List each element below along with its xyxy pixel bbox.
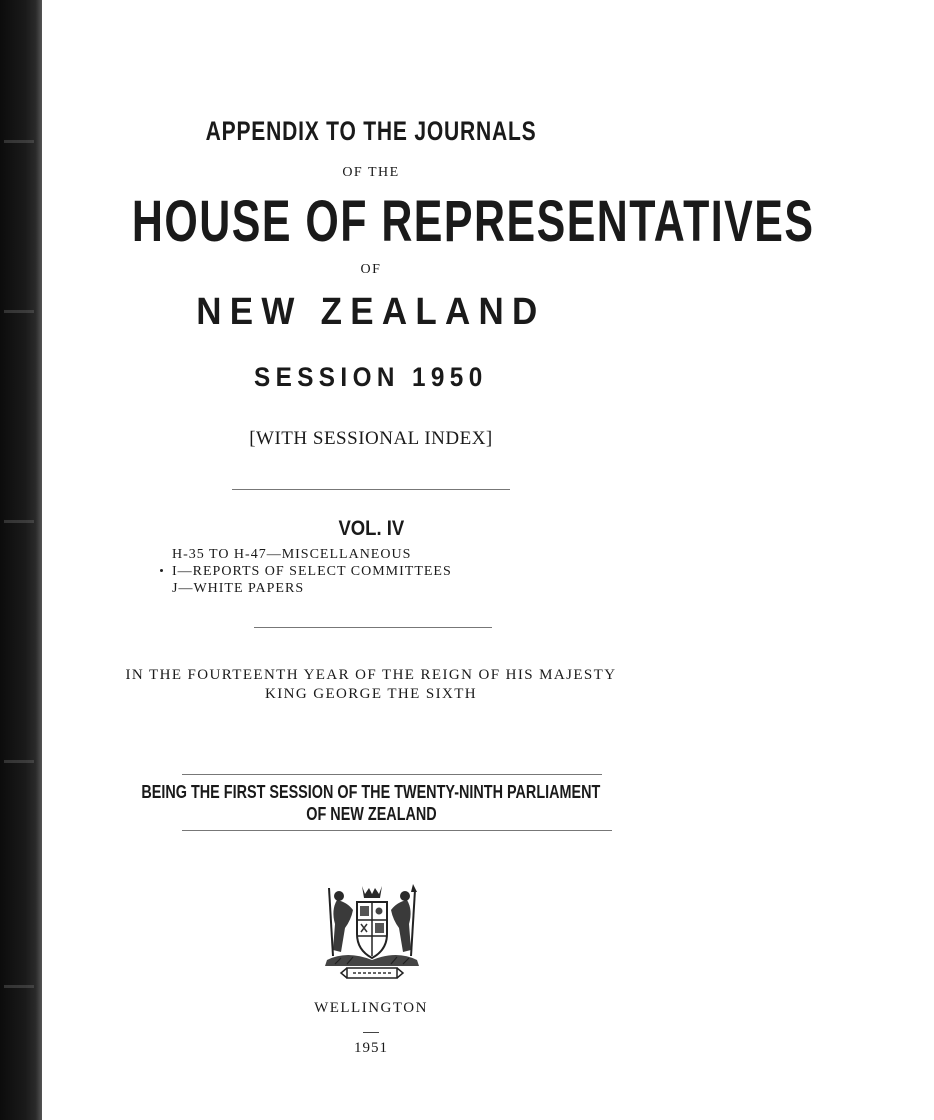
- title-page: [42, 0, 815, 1120]
- reign-line-1: IN THE FOURTEENTH YEAR OF THE REIGN OF HIS MAJESTY: [125, 667, 617, 683]
- imprint-rule: [363, 1032, 379, 1033]
- margin-dot: [160, 569, 163, 572]
- book-spine-edge: [0, 0, 42, 1120]
- house-heading: HOUSE OF REPRESENTATIVES: [131, 189, 815, 254]
- divider-rule-middle: [254, 627, 492, 628]
- volume-label: VOL. IV: [338, 517, 404, 540]
- appendix-heading: APPENDIX TO THE JOURNALS: [205, 116, 537, 146]
- parliament-line-1: BEING THE FIRST SESSION OF THE TWENTY-NINTH PARLIAMENT: [141, 782, 601, 802]
- of-connector: OF: [360, 262, 382, 277]
- divider-rule-lower-parliament: [182, 830, 612, 831]
- divider-rule-upper-parliament: [182, 774, 602, 775]
- parliament-line-2: OF NEW ZEALAND: [305, 804, 437, 824]
- country-heading: NEW ZEALAND: [196, 291, 546, 333]
- contents-item: H-35 TO H-47—MISCELLANEOUS: [172, 547, 412, 562]
- volume-contents: [172, 546, 452, 597]
- divider-rule-top: [232, 489, 510, 490]
- parliament-statement: [42, 781, 700, 825]
- reign-statement: [42, 666, 700, 704]
- reign-line-2: KING GEORGE THE SIXTH: [264, 686, 478, 702]
- contents-item: J—WHITE PAPERS: [172, 581, 305, 596]
- of-the-connector: OF THE: [342, 165, 400, 180]
- session-heading: SESSION 1950: [254, 362, 488, 392]
- imprint-place: WELLINGTON: [314, 1000, 428, 1016]
- sessional-index-note: [WITH SESSIONAL INDEX]: [249, 428, 493, 449]
- coat-of-arms-icon: [307, 880, 437, 984]
- imprint-year: 1951: [354, 1040, 388, 1056]
- contents-item: I—REPORTS OF SELECT COMMITTEES: [172, 564, 452, 579]
